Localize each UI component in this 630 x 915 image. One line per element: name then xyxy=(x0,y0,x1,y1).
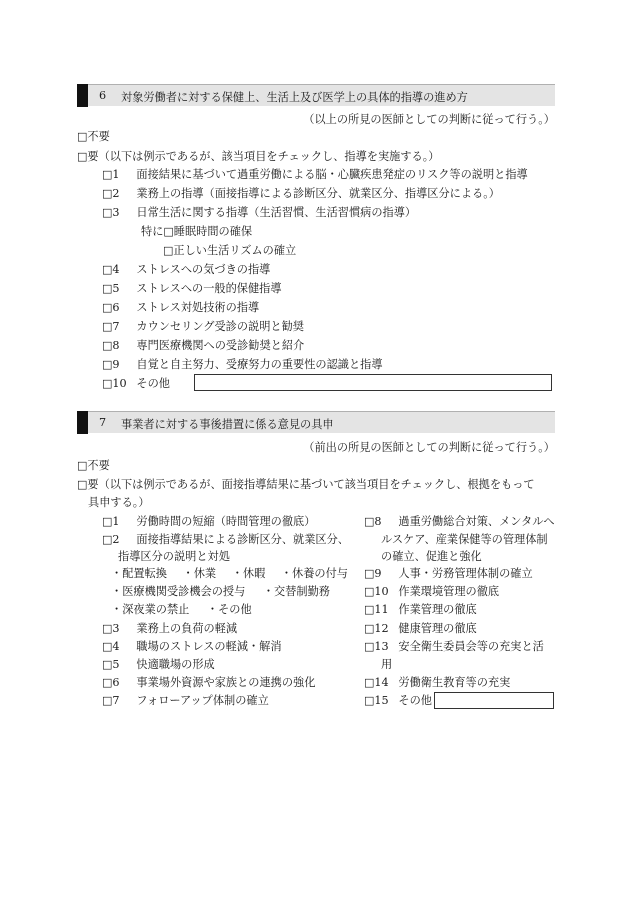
section6-item-8[interactable]: □8 専門医療機関への受診勧奨と紹介 xyxy=(102,339,305,352)
section6-note: （以上の所見の医師としての判断に従って行う。） xyxy=(303,113,555,126)
section7-item-2-cont: 指導区分の説明と対処 xyxy=(118,550,230,563)
section7-item-8-cont1: ルスケア、産業保健等の管理体制 xyxy=(381,533,548,546)
section-marker-bar xyxy=(77,84,88,107)
checkbox-icon[interactable]: □ xyxy=(364,622,375,635)
section-marker-bar xyxy=(77,411,88,434)
section6-item-3[interactable]: □3 日常生活に関する指導（生活習慣、生活習慣病の指導） xyxy=(102,206,417,219)
section7-option-yes[interactable]: □要（以下は例示であるが、面接指導結果に基づいて該当項目をチェックし、根拠をもって xyxy=(77,478,535,491)
checkbox-icon[interactable]: □ xyxy=(102,658,113,671)
section6-sub-item-sleep[interactable]: 特に□睡眠時間の確保 xyxy=(141,225,253,238)
checkbox-icon[interactable]: □ xyxy=(102,533,113,546)
checkbox-icon[interactable]: □ xyxy=(364,640,375,653)
section7-item-5[interactable]: □5 快適職場の形成 xyxy=(102,658,215,671)
section7-item-13[interactable]: □13 安全衛生委員会等の充実と活 xyxy=(364,640,544,653)
section7-item-15[interactable]: □15 その他 xyxy=(364,694,432,707)
section7-item-7[interactable]: □7 フォローアップ体制の確立 xyxy=(102,694,269,707)
checkbox-icon[interactable]: □ xyxy=(102,301,113,314)
checkbox-icon[interactable]: □ xyxy=(364,694,375,707)
section7-option-none[interactable]: □不要 xyxy=(77,459,110,472)
section7-item-10[interactable]: □10 作業環境管理の徹底 xyxy=(364,585,500,598)
section6-title: 対象労働者に対する保健上、生活上及び医学上の具体的指導の進め方 xyxy=(121,91,468,104)
checkbox-icon[interactable]: □ xyxy=(163,225,174,238)
section7-item-11[interactable]: □11 作業管理の徹底 xyxy=(364,603,477,616)
section7-item-2[interactable]: □2 面接指導結果による診断区分、就業区分、 xyxy=(102,533,349,546)
section7-item-8-cont2: の確立、促進と強化 xyxy=(381,550,482,563)
bullet-icon: ・ xyxy=(262,585,275,598)
checkbox-icon[interactable]: □ xyxy=(102,676,113,689)
section7-bullets-row3: ・深夜業の禁止 ・その他 xyxy=(111,603,252,616)
section7-title: 事業者に対する事後措置に係る意見の具申 xyxy=(121,418,334,431)
section6-item-9[interactable]: □9 自覚と自主努力、受療努力の重要性の認識と指導 xyxy=(102,358,383,371)
checkbox-icon[interactable]: □ xyxy=(102,282,113,295)
checkbox-icon[interactable]: □ xyxy=(102,187,113,200)
section7-bullets-row2: ・医療機関受診機会の授与 ・交替制勤務 xyxy=(111,585,330,598)
checkbox-icon[interactable]: □ xyxy=(77,150,88,163)
bullet-icon: ・ xyxy=(111,567,123,580)
section7-item-13-cont: 用 xyxy=(381,658,393,671)
section6-other-input[interactable] xyxy=(194,374,552,391)
checkbox-icon[interactable]: □ xyxy=(102,377,113,390)
sub-prefix: 特に xyxy=(141,225,164,238)
section7-item-6[interactable]: □6 事業場外資源や家族との連携の強化 xyxy=(102,676,316,689)
checkbox-icon[interactable]: □ xyxy=(364,567,375,580)
section6-sub-item-rhythm[interactable]: □正しい生活リズムの確立 xyxy=(163,244,297,257)
checkbox-icon[interactable]: □ xyxy=(364,603,375,616)
bullet-icon: ・ xyxy=(280,567,293,580)
section6-item-2[interactable]: □2 業務上の指導（面接指導による診断区分、就業区分、指導区分による。） xyxy=(102,187,500,200)
checkbox-icon[interactable]: □ xyxy=(102,358,113,371)
checkbox-icon[interactable]: □ xyxy=(102,339,113,352)
bullet-icon: ・ xyxy=(206,603,219,616)
checkbox-icon[interactable]: □ xyxy=(102,263,113,276)
section7-number: 7 xyxy=(99,416,107,429)
section6-item-6[interactable]: □6 ストレス対処技術の指導 xyxy=(102,301,260,314)
section6-item-4[interactable]: □4 ストレスへの気づきの指導 xyxy=(102,263,271,276)
section6-option-yes[interactable]: □要（以下は例示であるが、該当項目をチェックし、指導を実施する。） xyxy=(77,150,440,163)
bullet-icon: ・ xyxy=(111,585,123,598)
section7-item-12[interactable]: □12 健康管理の徹底 xyxy=(364,622,477,635)
checkbox-icon[interactable]: □ xyxy=(77,459,88,472)
section6-item-5[interactable]: □5 ストレスへの一般的保健指導 xyxy=(102,282,282,295)
section6-item-7[interactable]: □7 カウンセリング受診の説明と勧奨 xyxy=(102,320,304,333)
checkbox-icon[interactable]: □ xyxy=(102,515,113,528)
checkbox-icon[interactable]: □ xyxy=(163,244,174,257)
checkbox-icon[interactable]: □ xyxy=(102,694,113,707)
section6-header xyxy=(77,84,555,106)
bullet-icon: ・ xyxy=(231,567,243,580)
section6-item-10[interactable]: □10 その他 xyxy=(102,377,170,390)
section7-item-1[interactable]: □1 労働時間の短縮（時間管理の徹底） xyxy=(102,515,316,528)
checkbox-icon[interactable]: □ xyxy=(102,622,113,635)
section7-item-3[interactable]: □3 業務上の負荷の軽減 xyxy=(102,622,238,635)
section7-item-4[interactable]: □4 職場のストレスの軽減・解消 xyxy=(102,640,282,653)
section7-item-9[interactable]: □9 人事・労務管理体制の確立 xyxy=(364,567,533,580)
bullet-icon: ・ xyxy=(182,567,194,580)
checkbox-icon[interactable]: □ xyxy=(364,585,375,598)
checkbox-icon[interactable]: □ xyxy=(102,640,113,653)
section7-bullets-row1: ・配置転換 ・休業 ・休暇 ・休養の付与 xyxy=(111,567,348,580)
section7-item-8[interactable]: □8 過重労働総合対策、メンタルへ xyxy=(364,515,555,528)
checkbox-icon[interactable]: □ xyxy=(77,130,88,143)
section7-other-input[interactable] xyxy=(434,692,554,709)
checkbox-icon[interactable]: □ xyxy=(364,515,375,528)
checkbox-icon[interactable]: □ xyxy=(77,478,88,491)
section6-item-1[interactable]: □1 面接結果に基づいて過重労働による脳・心臓疾患発症のリスク等の説明と指導 xyxy=(102,168,528,181)
section7-note: （前出の所見の医師としての判断に従って行う。） xyxy=(303,441,555,454)
checkbox-icon[interactable]: □ xyxy=(102,168,113,181)
section6-option-none[interactable]: □不要 xyxy=(77,130,110,143)
checkbox-icon[interactable]: □ xyxy=(102,320,113,333)
section7-header xyxy=(77,411,555,433)
bullet-icon: ・ xyxy=(111,603,123,616)
section6-number: 6 xyxy=(99,89,107,102)
section7-item-14[interactable]: □14 労働衛生教育等の充実 xyxy=(364,676,511,689)
checkbox-icon[interactable]: □ xyxy=(102,206,113,219)
checkbox-icon[interactable]: □ xyxy=(364,676,375,689)
section7-option-yes-cont: 具申する。） xyxy=(88,496,150,509)
